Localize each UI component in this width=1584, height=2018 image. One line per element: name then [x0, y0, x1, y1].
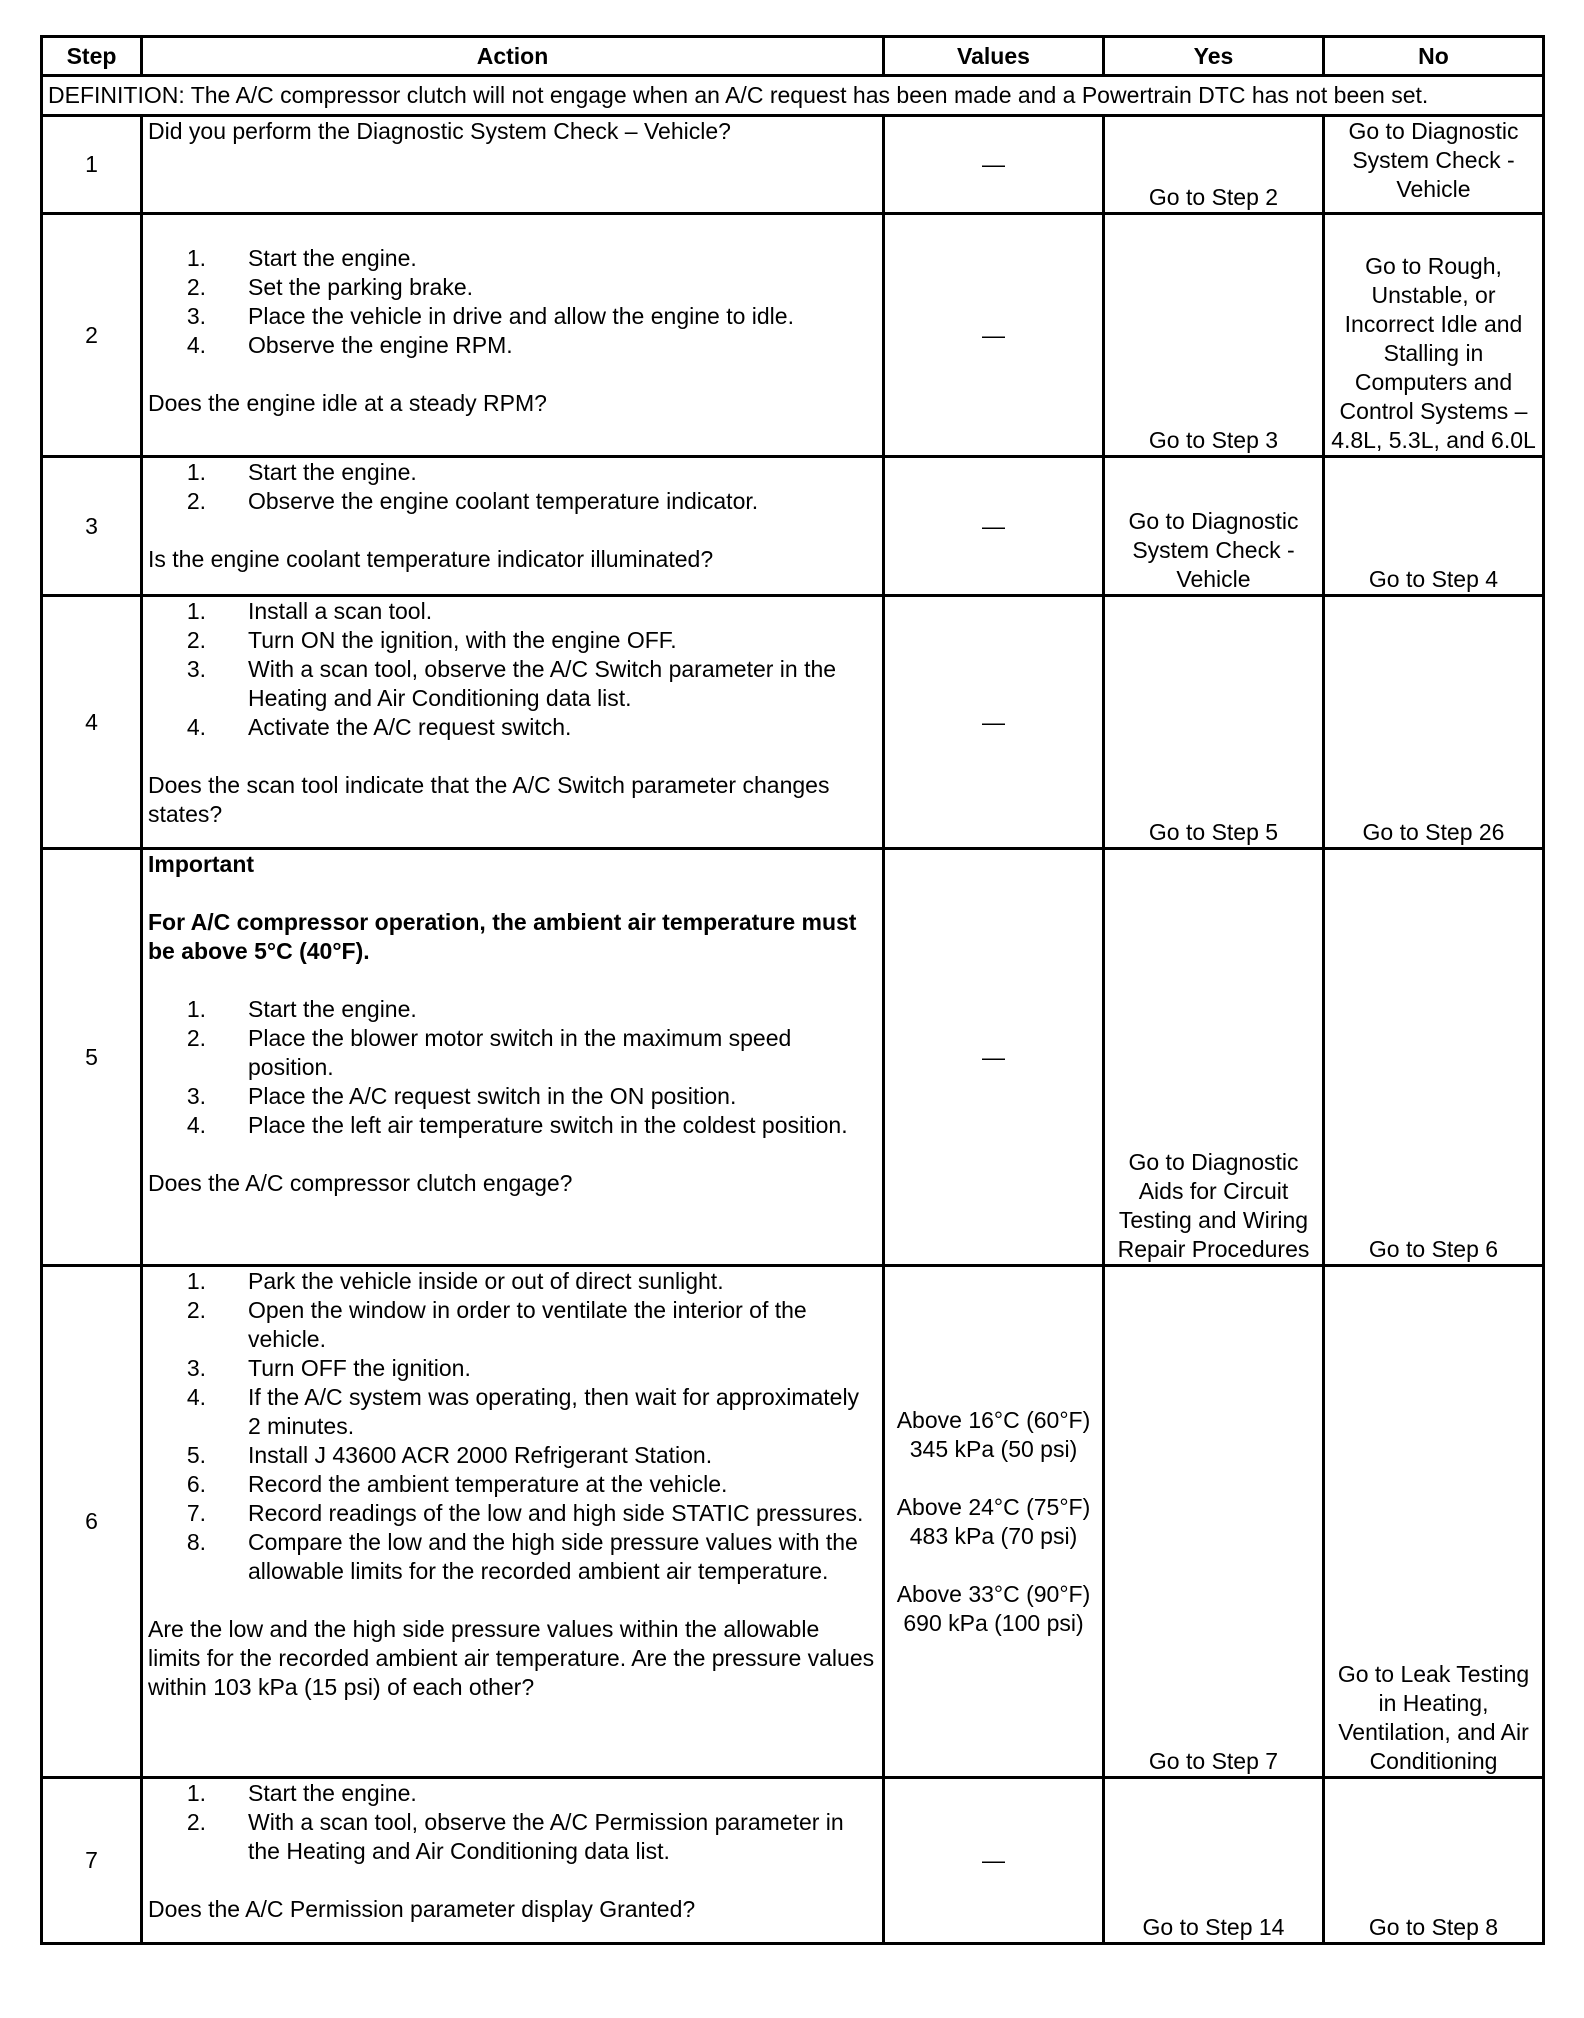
- header-action: Action: [142, 37, 884, 76]
- step-number: 1: [42, 116, 142, 214]
- header-step: Step: [42, 37, 142, 76]
- list-item: 3. With a scan tool, observe the A/C Switch parameter in the Heating and Air Conditioning data list.: [186, 656, 837, 711]
- question-text: Does the A/C compressor clutch engage?: [148, 1170, 573, 1196]
- list-item: 2. Observe the engine coolant temperature indicator.: [186, 488, 759, 514]
- table-row: [42, 1778, 1544, 1944]
- list-item: 4. If the A/C system was operating, then wait for approximately 2 minutes.: [186, 1384, 860, 1439]
- no-cell: Go to Diagnostic System Check - Vehicle: [1324, 116, 1544, 214]
- table-row: [42, 849, 1544, 1266]
- header-row: [42, 37, 1544, 76]
- header-values: Values: [884, 37, 1104, 76]
- value-entry: Above 24°C (75°F) 483 kPa (70 psi): [896, 1493, 1091, 1549]
- step-list: [148, 1267, 877, 1586]
- list-item: 3. Place the A/C request switch in the ON position.: [186, 1083, 737, 1109]
- action-cell: [142, 457, 884, 596]
- diagnostic-table: [40, 35, 1545, 1945]
- list-item: 6. Record the ambient temperature at the vehicle.: [186, 1471, 728, 1497]
- important-note: For A/C compressor operation, the ambient air temperature must be above 5°C (40°F).: [148, 909, 857, 964]
- values-cell: —: [884, 116, 1104, 214]
- list-item: 1. Install a scan tool.: [186, 598, 433, 624]
- values-cell: —: [884, 1778, 1104, 1944]
- step-number: 3: [42, 457, 142, 596]
- no-cell: Go to Rough, Unstable, or Incorrect Idle and Stalling in Computers and Control Systems – 4.8L, 5.3L, and 6.0L: [1324, 214, 1544, 457]
- yes-cell: Go to Step 5: [1104, 596, 1324, 849]
- list-item: 2. With a scan tool, observe the A/C Permission parameter in the Heating and Air Conditioning data list.: [186, 1809, 844, 1864]
- list-item: 2. Set the parking brake.: [186, 274, 474, 300]
- table-row: [42, 116, 1544, 214]
- list-item: 1. Start the engine.: [186, 459, 417, 485]
- question-text: Does the engine idle at a steady RPM?: [148, 390, 547, 416]
- step-number: 7: [42, 1778, 142, 1944]
- no-cell: Go to Step 26: [1324, 596, 1544, 849]
- step-list: [148, 244, 877, 360]
- values-cell: —: [884, 457, 1104, 596]
- no-cell: Go to Step 8: [1324, 1778, 1544, 1944]
- values-cell: [884, 1266, 1104, 1778]
- list-item: 3. Place the vehicle in drive and allow the engine to idle.: [186, 303, 794, 329]
- list-item: 8. Compare the low and the high side pressure values with the allowable limits for the recorded ambient air temperature.: [186, 1529, 858, 1584]
- yes-cell: Go to Diagnostic System Check - Vehicle: [1104, 457, 1324, 596]
- list-item: 2. Open the window in order to ventilate the interior of the vehicle.: [186, 1297, 807, 1352]
- question-text: Are the low and the high side pressure values within the allowable limits for the recorded ambient air temperature. Are the pressure values within 103 kPa (15 psi) of each other?: [148, 1616, 875, 1700]
- list-item: 4. Place the left air temperature switch in the coldest position.: [186, 1112, 848, 1138]
- value-entry: Above 33°C (90°F) 690 kPa (100 psi): [896, 1580, 1091, 1636]
- step-number: 2: [42, 214, 142, 457]
- value-entry: Above 16°C (60°F) 345 kPa (50 psi): [896, 1406, 1091, 1462]
- no-cell: Go to Step 6: [1324, 849, 1544, 1266]
- step-number: 4: [42, 596, 142, 849]
- values-cell: —: [884, 214, 1104, 457]
- step-list: [148, 995, 877, 1140]
- list-item: 1. Start the engine.: [186, 245, 417, 271]
- header-no: No: [1324, 37, 1544, 76]
- action-cell: [142, 116, 884, 214]
- values-cell: —: [884, 596, 1104, 849]
- action-cell: [142, 596, 884, 849]
- list-item: 2. Turn ON the ignition, with the engine OFF.: [186, 627, 677, 653]
- list-item: 7. Record readings of the low and high side STATIC pressures.: [186, 1500, 864, 1526]
- question-text: Does the scan tool indicate that the A/C Switch parameter changes states?: [148, 772, 830, 827]
- question-text: Does the A/C Permission parameter display Granted?: [148, 1896, 696, 1922]
- header-yes: Yes: [1104, 37, 1324, 76]
- table-row: [42, 1266, 1544, 1778]
- step-list: [148, 1779, 877, 1866]
- important-label: Important: [148, 851, 255, 877]
- values-cell: —: [884, 849, 1104, 1266]
- action-cell: [142, 1266, 884, 1778]
- step-number: 5: [42, 849, 142, 1266]
- list-item: 5. Install J 43600 ACR 2000 Refrigerant Station.: [186, 1442, 713, 1468]
- step-number: 6: [42, 1266, 142, 1778]
- list-item: 1. Park the vehicle inside or out of direct sunlight.: [186, 1268, 724, 1294]
- list-item: 1. Start the engine.: [186, 996, 417, 1022]
- yes-cell: Go to Diagnostic Aids for Circuit Testing and Wiring Repair Procedures: [1104, 849, 1324, 1266]
- question-text: Is the engine coolant temperature indicator illuminated?: [148, 546, 714, 572]
- action-cell: [142, 849, 884, 1266]
- list-item: 4. Activate the A/C request switch.: [186, 714, 572, 740]
- list-item: 3. Turn OFF the ignition.: [186, 1355, 471, 1381]
- table-row: [42, 596, 1544, 849]
- definition-row: [42, 76, 1544, 116]
- yes-cell: Go to Step 2: [1104, 116, 1324, 214]
- action-cell: [142, 1778, 884, 1944]
- table-row: [42, 457, 1544, 596]
- no-cell: Go to Step 4: [1324, 457, 1544, 596]
- yes-cell: Go to Step 7: [1104, 1266, 1324, 1778]
- list-item: 4. Observe the engine RPM.: [186, 332, 513, 358]
- no-cell: Go to Leak Testing in Heating, Ventilation, and Air Conditioning: [1324, 1266, 1544, 1778]
- table-row: [42, 214, 1544, 457]
- question-text: Did you perform the Diagnostic System Check – Vehicle?: [148, 118, 731, 144]
- step-list: [148, 597, 877, 742]
- action-cell: [142, 214, 884, 457]
- yes-cell: Go to Step 14: [1104, 1778, 1324, 1944]
- list-item: 1. Start the engine.: [186, 1780, 417, 1806]
- list-item: 2. Place the blower motor switch in the maximum speed position.: [186, 1025, 792, 1080]
- yes-cell: Go to Step 3: [1104, 214, 1324, 457]
- step-list: [148, 458, 877, 516]
- definition-text: DEFINITION: The A/C compressor clutch will not engage when an A/C request has been made and a Powertrain DTC has not been set.: [42, 76, 1544, 116]
